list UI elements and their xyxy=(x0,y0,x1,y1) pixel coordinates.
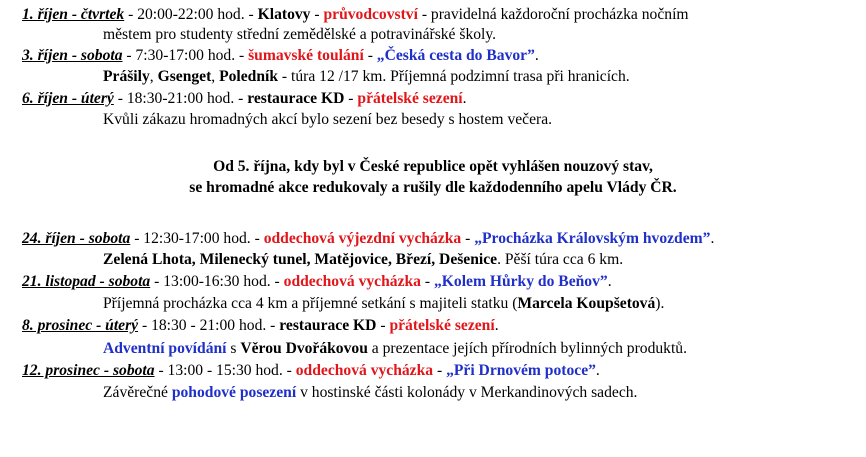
period: . xyxy=(494,317,499,334)
event-detail-text: s xyxy=(226,340,241,357)
event-4-line xyxy=(22,229,714,248)
event-5-detail xyxy=(103,294,664,313)
event-detail-text: v hostinské části kolonády v Merkandinových sadech. xyxy=(296,384,638,401)
event-time: - 12:30-17:00 hod. - xyxy=(130,230,264,247)
event-time: - 18:30 - 21:00 hod. - xyxy=(138,317,280,334)
event-kind: oddechová vycházka xyxy=(295,362,434,379)
notice-line-2 xyxy=(0,178,866,197)
place-gsenget: Gsenget xyxy=(157,68,212,85)
event-4-detail xyxy=(103,250,623,269)
separator: - xyxy=(433,362,447,379)
event-detail-text: Příjemná procházka cca 4 km a příjemné setkání s majiteli statku ( xyxy=(103,295,518,312)
event-3-detail xyxy=(103,110,552,129)
notice-text: Od 5. října, kdy byl v České republice opět vyhlášen nouzový stav, xyxy=(213,158,653,175)
event-detail-text: . Pěší túra cca 6 km. xyxy=(497,251,624,268)
event-description: - pravidelná každoroční procházka nočním xyxy=(417,6,689,23)
event-detail-text: Závěrečné xyxy=(103,384,172,401)
comma: , xyxy=(211,68,220,85)
event-detail-text: městem pro studenty střední zemědělské a potravinářské školy. xyxy=(103,26,497,43)
guest-name: Věrou Dvořákovou xyxy=(240,340,368,357)
event-title: „Česká cesta do Bavor” xyxy=(376,47,535,64)
separator: - xyxy=(363,47,377,64)
separator: - xyxy=(376,317,390,334)
separator: - xyxy=(310,6,324,23)
notice-line-1 xyxy=(0,157,866,176)
period: . xyxy=(462,90,467,107)
event-2-detail xyxy=(103,67,630,86)
event-time: - 20:00-22:00 hod. - xyxy=(124,6,258,23)
route-places: Zelená Lhota, Milenecký tunel, Matějovice, Březí, Dešenice xyxy=(103,251,498,268)
event-6-detail xyxy=(103,339,687,358)
event-kind: oddechová vycházka xyxy=(283,273,421,290)
event-detail-text: ). xyxy=(655,295,665,312)
event-time: - 13:00-16:30 hod. - xyxy=(150,273,284,290)
separator: - xyxy=(344,90,358,107)
event-kind: šumavské toulání xyxy=(248,47,364,64)
event-detail-text: a prezentace jejích přírodních bylinných produktů. xyxy=(367,340,687,357)
period: . xyxy=(710,230,715,247)
event-detail-text: - túra 12 /17 km. Příjemná podzimní trasa při hranicích. xyxy=(278,68,630,85)
host-name: Marcela Koupšetová xyxy=(517,295,656,312)
period: . xyxy=(534,47,539,64)
event-date: 6. říjen - úterý xyxy=(22,90,114,107)
event-kind: průvodcovství xyxy=(323,6,418,23)
event-2-line xyxy=(22,46,539,65)
event-7-line xyxy=(22,361,600,380)
event-place: Klatovy xyxy=(257,6,311,23)
event-time: - 7:30-17:00 hod. - xyxy=(122,47,249,64)
notice-text: se hromadné akce redukovaly a rušily dle každodenního apelu Vlády ČR. xyxy=(189,179,677,196)
period: . xyxy=(595,362,600,379)
event-date: 21. listopad - sobota xyxy=(22,273,151,290)
event-date: 3. říjen - sobota xyxy=(22,47,123,64)
event-date: 8. prosinec - úterý xyxy=(22,317,139,334)
highlight-text: pohodové posezení xyxy=(171,384,297,401)
period: . xyxy=(607,273,612,290)
event-place: restaurace KD xyxy=(247,90,345,107)
separator: - xyxy=(420,273,434,290)
event-title: „Procházka Královským hvozdem” xyxy=(474,230,711,247)
event-5-line xyxy=(22,272,612,291)
event-title: „Kolem Hůrky do Beňov” xyxy=(433,273,608,290)
place-polednik: Poledník xyxy=(219,68,279,85)
highlight-text: Adventní povídání xyxy=(103,340,227,357)
place-prasily: Prášily xyxy=(103,68,150,85)
event-7-detail xyxy=(103,383,637,402)
event-date: 24. říjen - sobota xyxy=(22,230,131,247)
event-kind: přátelské sezení xyxy=(389,317,495,334)
comma: , xyxy=(149,68,158,85)
event-kind: přátelské sezení xyxy=(357,90,463,107)
event-time: - 18:30-21:00 hod. - xyxy=(113,90,248,107)
event-1-line xyxy=(22,5,689,24)
separator: - xyxy=(461,230,475,247)
event-place: restaurace KD xyxy=(279,317,377,334)
event-detail-text: Kvůli zákazu hromadných akcí bylo sezení bez besedy s hostem večera. xyxy=(103,111,553,128)
event-date: 1. říjen - čtvrtek xyxy=(22,6,125,23)
event-time: - 13:00 - 15:30 hod. - xyxy=(154,362,296,379)
event-date: 12. prosinec - sobota xyxy=(22,362,155,379)
event-title: „Při Drnovém potoce” xyxy=(446,362,596,379)
event-6-line xyxy=(22,316,499,335)
event-3-line xyxy=(22,89,467,108)
event-kind: oddechová výjezdní vycházka xyxy=(263,230,462,247)
event-1-detail xyxy=(103,25,496,44)
